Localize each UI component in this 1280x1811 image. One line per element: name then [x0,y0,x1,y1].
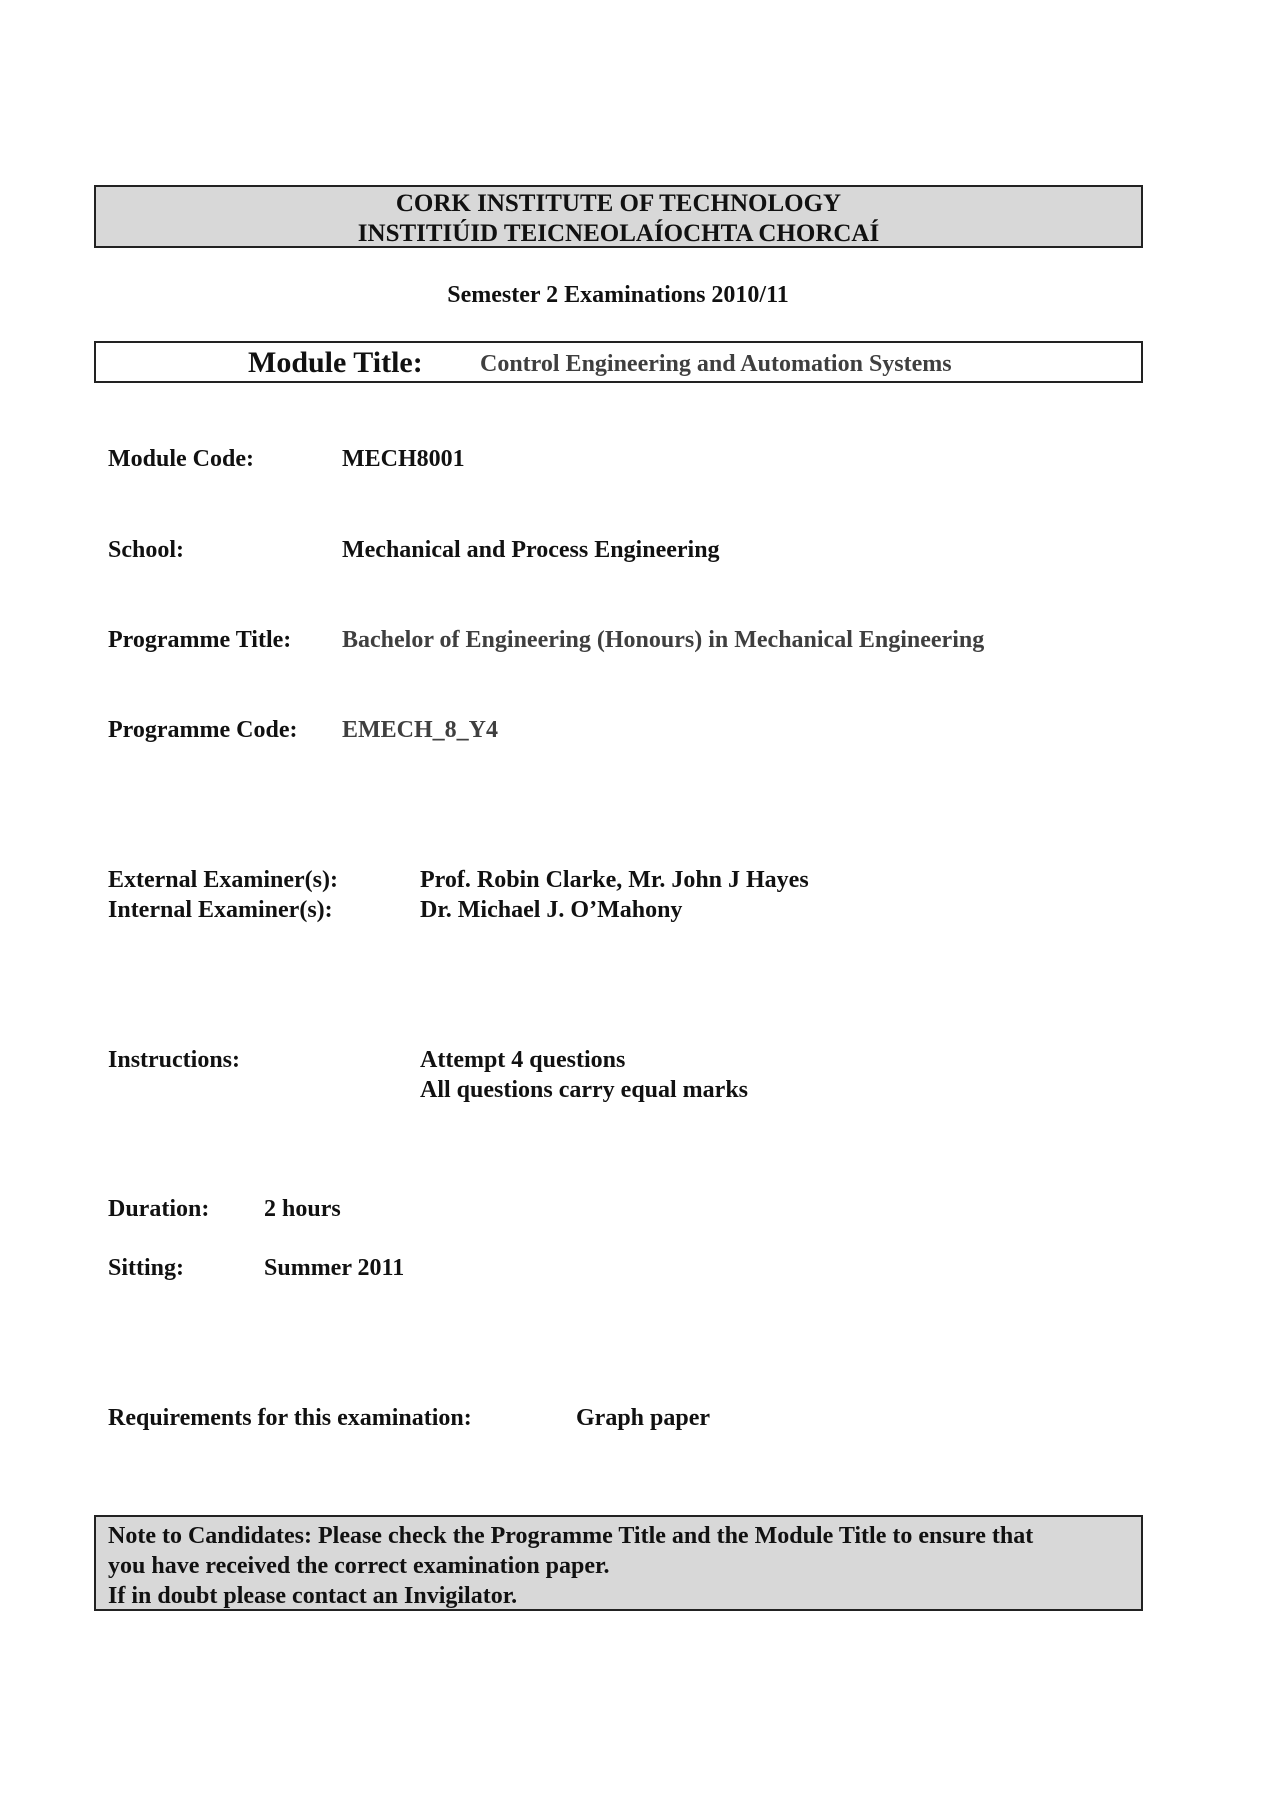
sitting-label: Sitting: [108,1255,185,1281]
module-title-box [94,341,1143,383]
semester-heading: Semester 2 Examinations 2010/11 [447,282,789,308]
instructions-line-1: Attempt 4 questions [420,1047,626,1073]
programme-title-label: Programme Title: [108,627,292,653]
note-line-2: you have received the correct examination paper. [108,1553,610,1579]
duration-value: 2 hours [264,1196,341,1222]
note-line-1: Note to Candidates: Please check the Programme Title and the Module Title to ensure that [108,1523,1034,1549]
internal-examiner-value: Dr. Michael J. O’Mahony [420,897,683,923]
institution-name-en: CORK INSTITUTE OF TECHNOLOGY [395,190,842,217]
institution-name-ga: INSTITIÚID TEICNEOLAÍOCHTA CHORCAÍ [357,220,880,247]
module-code-label: Module Code: [108,446,254,472]
school-label: School: [108,537,185,563]
note-line-3: If in doubt please contact an Invigilator. [108,1583,518,1609]
external-examiner-value: Prof. Robin Clarke, Mr. John J Hayes [420,867,809,893]
requirements-label: Requirements for this examination: [108,1405,472,1431]
external-examiner-label: External Examiner(s): [108,867,338,893]
school-value: Mechanical and Process Engineering [342,537,720,563]
programme-code-label: Programme Code: [108,717,298,743]
programme-code-value: EMECH_8_Y4 [342,717,498,743]
programme-title-value: Bachelor of Engineering (Honours) in Mechanical Engineering [342,627,985,653]
module-title-value: Control Engineering and Automation Systems [480,351,952,377]
duration-label: Duration: [108,1196,210,1222]
note-to-candidates-box [94,1515,1143,1611]
institution-header [94,185,1143,248]
module-code-value: MECH8001 [342,446,465,472]
requirements-value: Graph paper [576,1405,711,1431]
internal-examiner-label: Internal Examiner(s): [108,897,333,923]
sitting-value: Summer 2011 [264,1255,405,1281]
module-title-label: Module Title: [248,346,423,379]
instructions-label: Instructions: [108,1047,241,1073]
instructions-line-2: All questions carry equal marks [420,1077,749,1103]
